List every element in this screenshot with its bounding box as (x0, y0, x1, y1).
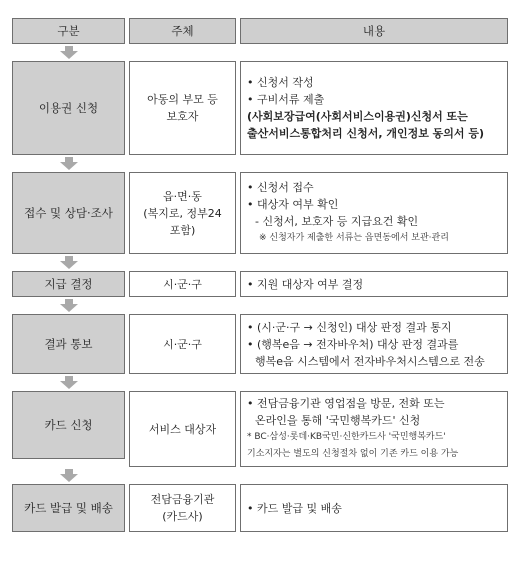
step-label: 지급 결정 (12, 271, 125, 297)
actor-cell (129, 61, 236, 155)
actor-line: 전담금융기관 (150, 493, 215, 506)
actor-cell (129, 391, 236, 467)
header-content: 내용 (240, 18, 508, 44)
content-line: (사회보장급여(사회서비스이용권)신청서 또는 (247, 110, 468, 123)
content-line: • 지원 대상자 여부 결정 (247, 277, 364, 291)
step-label: 카드 신청 (12, 391, 125, 459)
actor-cell (129, 314, 236, 374)
actor-line: (카드사) (162, 510, 203, 523)
content-cell (240, 172, 508, 254)
flow-arrow-icon (12, 297, 125, 314)
actor-line: 아동의 부모 등 (147, 93, 218, 106)
actor-line: 포함) (169, 223, 196, 237)
flow-arrow-icon (12, 374, 125, 391)
content-line: • 대상자 여부 확인 (247, 198, 339, 211)
table-row (12, 391, 508, 467)
flow-arrow-icon (12, 254, 125, 271)
header-category: 구분 (12, 18, 125, 44)
step-label: 이용권 신청 (12, 61, 125, 155)
content-line: 행복e음 시스템에서 전자바우처시스템으로 전송 (255, 354, 485, 368)
flow-arrow-icon (12, 467, 125, 484)
content-line: ※ 신청자가 제출한 서류는 읍면동에서 보관·관리 (259, 233, 449, 243)
content-cell (240, 484, 508, 532)
step-label: 카드 발급 및 배송 (12, 484, 125, 532)
table-row (12, 61, 508, 155)
actor-line: 읍·면·동 (163, 189, 202, 203)
table-row (12, 271, 508, 297)
content-line: 온라인을 통해 '국민행복카드' 신청 (255, 414, 421, 427)
content-line: - 신청서, 보호자 등 지급요건 확인 (255, 215, 419, 228)
content-line: * BC·삼성·롯데·KB국민·신한카드사 '국민행복카드' (247, 432, 446, 442)
actor-line: 시·군·구 (163, 337, 202, 351)
content-line: • (시·군·구 → 신청인) 대상 판정 결과 통지 (247, 320, 452, 334)
content-cell (240, 271, 508, 297)
table-header (12, 18, 508, 44)
header-actor: 주체 (129, 18, 236, 44)
table-row (12, 484, 508, 532)
flow-arrow-icon (12, 44, 125, 61)
actor-line: 서비스 대상자 (148, 422, 217, 436)
content-cell (240, 314, 508, 374)
content-cell (240, 391, 508, 467)
actor-cell (129, 271, 236, 297)
content-line: • (행복e음 → 전자바우처) 대상 판정 결과를 (247, 337, 459, 351)
content-line: • 구비서류 제출 (247, 93, 325, 106)
content-line: • 전담금융기관 영업점을 방문, 전화 또는 (247, 397, 445, 410)
process-table (12, 18, 508, 532)
content-line: • 신청서 작성 (247, 76, 314, 89)
table-row (12, 314, 508, 374)
actor-line: 보호자 (166, 110, 199, 123)
content-line: • 신청서 접수 (247, 181, 314, 194)
content-line: • 카드 발급 및 배송 (247, 501, 342, 515)
content-cell (240, 61, 508, 155)
actor-cell (129, 172, 236, 254)
content-line: 기소지자는 별도의 신청절차 없이 기존 카드 이용 가능 (247, 449, 459, 459)
flow-arrow-icon (12, 155, 125, 172)
actor-line: 시·군·구 (163, 277, 202, 291)
actor-cell (129, 484, 236, 532)
step-label: 결과 통보 (12, 314, 125, 374)
step-label: 접수 및 상담·조사 (12, 172, 125, 254)
actor-line: (복지로, 정부24 (143, 206, 222, 220)
table-body (12, 44, 508, 532)
table-row (12, 172, 508, 254)
content-line: 출산서비스통합처리 신청서, 개인정보 동의서 등) (247, 127, 485, 140)
